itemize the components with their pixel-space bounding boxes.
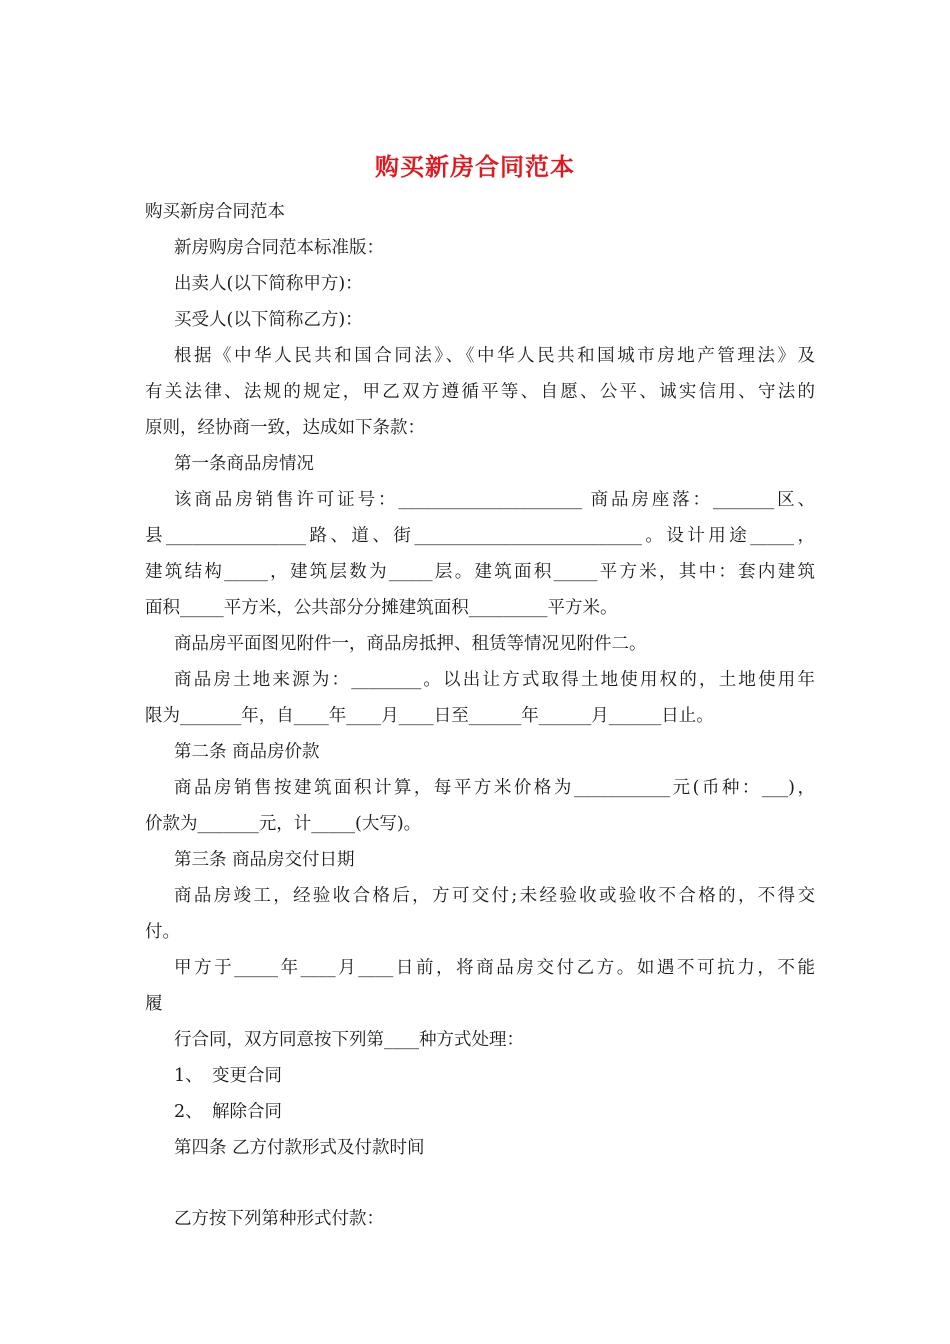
seller-line: 出卖人(以下简称甲方)： (174, 274, 363, 294)
paragraph-line: 乙方按下列第种形式付款： (174, 1209, 384, 1229)
paragraph-line: 商品房平面图见附件一，商品房抵押、租赁等情况见附件二。 (174, 634, 647, 654)
list-item (145, 1094, 815, 1130)
article-heading: 第三条 商品房交付日期 (174, 850, 355, 870)
paragraph-line: 商品房竣工，经验收合格后，方可交付;未经验收或验收不合格的，不得交 (174, 886, 815, 906)
paragraph-line: 新房购房合同范本标准版： (174, 238, 384, 258)
paragraph-line: 限为_______年，自____年____月____日至______年______月______日止。 (145, 706, 714, 726)
article-heading: 第四条 乙方付款形式及付款时间 (174, 1138, 425, 1158)
list-item (145, 1058, 815, 1094)
paragraph-line: 价款为_______元，计_____(大写)。 (145, 814, 422, 834)
paragraph-line: 甲方于_____年____月____日前，将商品房交付乙方。如遇不可抗力，不能 (174, 958, 815, 978)
list-item-number: 2、 (174, 1102, 203, 1122)
paragraph-line: 原则，经协商一致，达成如下条款： (145, 418, 425, 438)
blank-gap (145, 1166, 815, 1201)
paragraph-line: 县________________路、道、街__________________________。设计用途_____， (145, 526, 815, 546)
paragraph-line: 商品房土地来源为：________。以出让方式取得土地使用权的，土地使用年 (174, 670, 815, 690)
paragraph-line: 付。 (145, 922, 180, 942)
document-title: 购买新房合同范本 (375, 152, 575, 181)
paragraph-line: 根据《中华人民共和国合同法》、《中华人民共和国城市房地产管理法》及 (174, 346, 815, 366)
article-heading: 第一条商品房情况 (174, 454, 314, 474)
paragraph-line: 该商品房销售许可证号：_____________________ 商品房座落：_______区、 (174, 490, 815, 510)
buyer-line: 买受人(以下简称乙方)： (174, 310, 363, 330)
paragraph-line: 履 (145, 994, 163, 1014)
list-item-text: 解除合同 (212, 1102, 282, 1122)
paragraph-line: 购买新房合同范本 (145, 202, 285, 222)
paragraph-line: 建筑结构_____，建筑层数为_____层。建筑面积_____平方米，其中：套内建筑 (145, 562, 815, 582)
list-item-number: 1、 (174, 1066, 203, 1086)
paragraph-line: 面积_____平方米，公共部分分摊建筑面积_________平方米。 (145, 598, 618, 618)
list-item-text: 变更合同 (212, 1066, 282, 1086)
document-body (145, 194, 815, 1237)
paragraph-line: 商品房销售按建筑面积计算，每平方米价格为___________元(币种：___)， (174, 778, 815, 798)
article-heading: 第二条 商品房价款 (174, 742, 320, 762)
paragraph-line: 有关法律、法规的规定，甲乙双方遵循平等、自愿、公平、诚实信用、守法的 (145, 382, 815, 402)
paragraph-line: 行合同，双方同意按下列第____种方式处理： (174, 1030, 524, 1050)
